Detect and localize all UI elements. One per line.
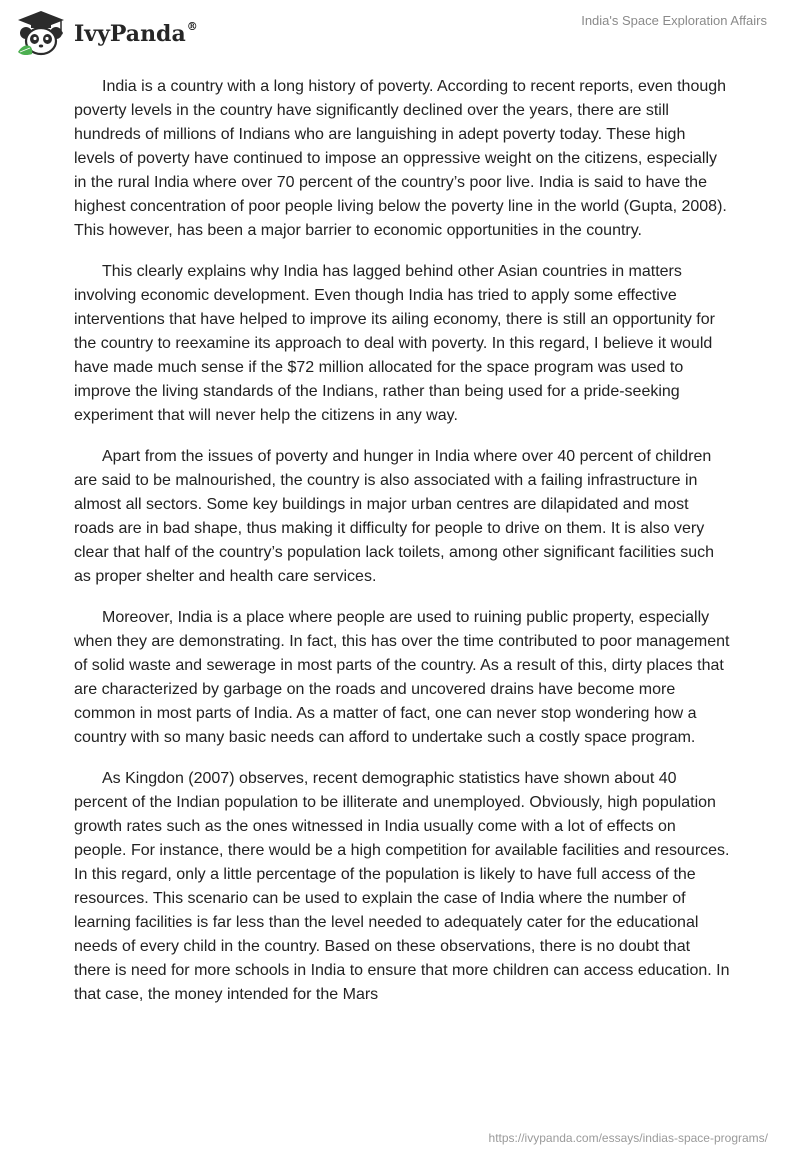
- registered-mark: ®: [186, 19, 198, 33]
- brand-logo[interactable]: [14, 8, 198, 58]
- brand-name: [74, 21, 198, 47]
- paragraph: Moreover, India is a place where people are used to ruining public property, especially when they are demonstrating. In fact, this has over the time contributed to poor management of solid waste and sewerage in most parts of the country. As a result of this, dirty places that are characterized by garbage on the roads and uncovered drains have become more common in most parts of India. As a matter of fact, one can never stop wondering how a country with so many basic needs can afford to undertake such a costly space program.: [74, 609, 730, 746]
- paragraph: Apart from the issues of poverty and hunger in India where over 40 percent of children are said to be malnourished, the country is also associated with a failing infrastructure in almost all sectors. Some key buildings in major urban centres are dilapidated and most roads are in bad shape, thus making it difficulty for people to drive on them. It is also very clear that half of the country’s population lack toilets, among other significant facilities such as proper shelter and health care services.: [74, 448, 715, 585]
- document-title: India's Space Exploration Affairs: [581, 13, 767, 28]
- source-url-link[interactable]: https://ivypanda.com/essays/indias-space-programs/: [488, 1131, 768, 1145]
- paragraph: As Kingdon (2007) observes, recent demographic statistics have shown about 40 percent of the Indian population to be illiterate and unemployed. Obviously, high population growth rates such as the ones witnessed in India usually come with a lot of effects on people. For instance, there would be a high competition for available facilities and resources. In this regard, only a little percentage of the population is likely to have full access of the resources. This scenario can be used to explain the case of India where the number of learning facilities is far less than the level needed to adequately cater for the educational needs of every child in the country. Based on these observations, there is no doubt that there is need for more schools in India to ensure that more children can access education. In that case, the money intended for the Mars: [74, 770, 730, 1003]
- panda-graduate-icon: [14, 8, 68, 58]
- paragraph: This clearly explains why India has lagged behind other Asian countries in matters involving economic development. Even though India has tried to apply some effective interventions that have helped to improve its ailing economy, there is still an opportunity for the country to reexamine its approach to deal with poverty. In this regard, I believe it would have made much sense if the $72 million allocated for the space program was used to improve the living standards of the Indians, rather than being used for a pride-seeking experiment that will never help the citizens in any way.: [74, 263, 715, 424]
- paragraph: India is a country with a long history of poverty. According to recent reports, even though poverty levels in the country have significantly declined over the years, there are still hundreds of millions of Indians who are languishing in adept poverty today. These high levels of poverty have continued to impose an oppressive weight on the citizens, especially in the rural India where over 70 percent of the country’s poor live. India is said to have the highest concentration of poor people living below the poverty line in the world (Gupta, 2008). This however, has been a major barrier to economic opportunities in the country.: [74, 78, 727, 239]
- essay-body: [74, 75, 730, 1024]
- page-header: [0, 0, 800, 70]
- brand-name-text: IvyPanda: [74, 21, 186, 47]
